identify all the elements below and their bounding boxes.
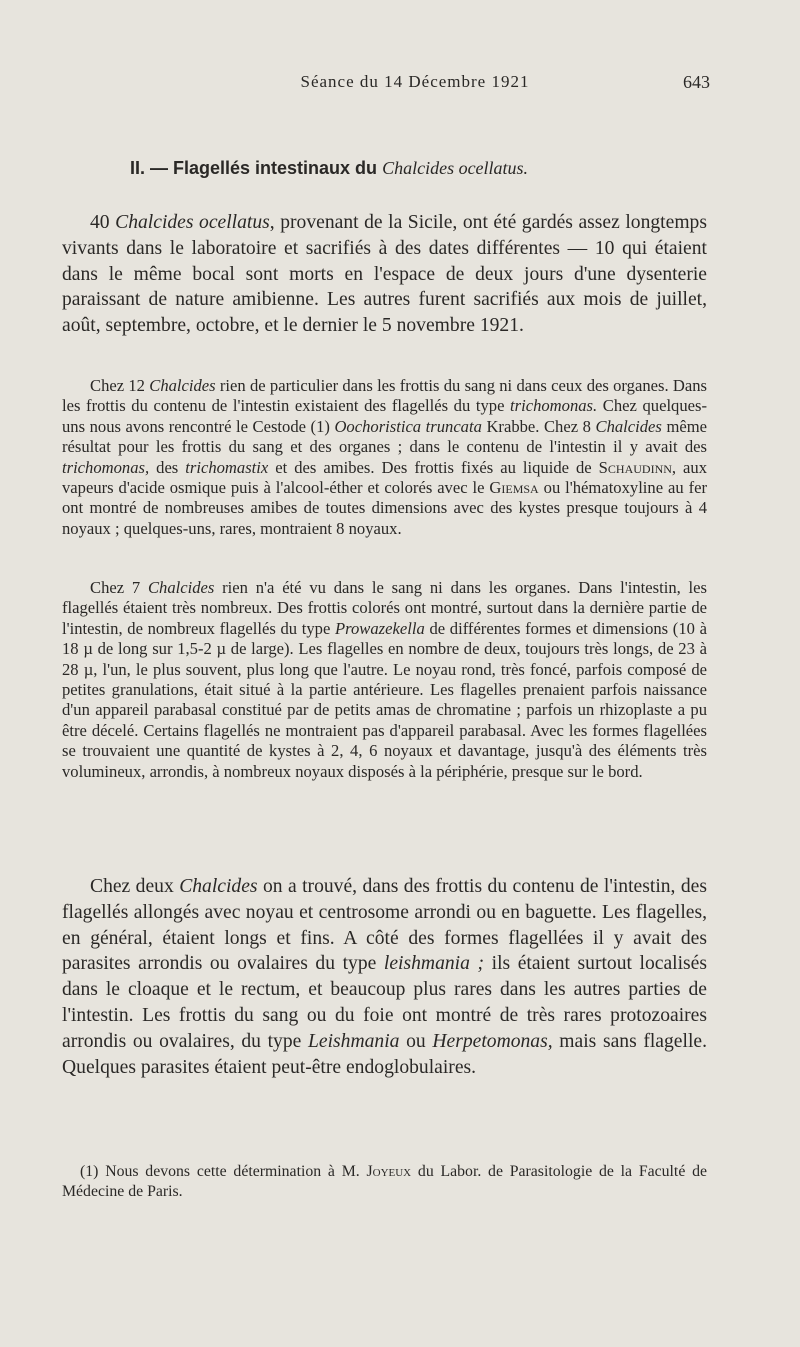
- paragraph-text: ou: [406, 1030, 426, 1052]
- paragraph-text: de différentes formes et dimensions (10 à 18 µ de long sur 1,5-2 µ de large). Les flagelles en nombre de deux, toujours très longs, de 23 à 28 µ, l'un, le plus souvent, plus long que l'autre. Le noyau rond, très foncé, parfois composé de petites granulations, était situé à la partie antérieure. Les flagelles prenaient parfois naissance d'un appareil parabasal constitué par de petits amas de chromatine ; parfois un rhizoplaste a pu être décelé. Certains flagellés ne montraient pas d'appareil parabasal. Avec les formes flagellées se trouvaient une quantité de kystes à 2, 4, 6 noyaux et davantage, jusqu'à des éléments très volumineux, arrondis, à nombreux noyaux disposés à la périphérie, presque sur le bord.: [62, 618, 707, 781]
- genus-name: Herpetomonas,: [432, 1030, 553, 1052]
- genus-name: trichomastix: [185, 457, 269, 477]
- footnote: [62, 1162, 707, 1201]
- author-name: Schaudinn: [598, 457, 672, 477]
- paragraph-text: des: [156, 457, 179, 477]
- section-title-species: Chalcides ocellatus.: [382, 158, 529, 178]
- section-title-prefix: II. — Flagellés intestinaux du: [130, 158, 378, 178]
- paragraph-4: [62, 874, 707, 1080]
- paragraph-1: [62, 210, 707, 339]
- paragraph-text: Chez 12: [90, 376, 145, 395]
- paragraph-text: , provenant de la Sicile, ont été gardés assez longtemps vivants dans le laboratoire et sacrifiés à des dates différentes — 10 qui étaient dans le même bocal sont morts en l'espace de deux jours d'une dysenterie paraissant de nature amibienne. Les autres furent sacrifiés aux mois de juillet, août, septembre, octobre, et le dernier le 5 novembre 1921.: [62, 212, 707, 337]
- paragraph-text: mais sans flagelle. Quelques parasites étaient peut-être endoglobulaires.: [62, 1030, 707, 1078]
- footnote-text: du Labor. de Parasitologie de la Faculté de Médecine de Paris.: [62, 1163, 708, 1200]
- paragraph-text: même résultat pour les frottis du sang et des organes ; dans le contenu de l'intestin il y avait des: [62, 416, 707, 457]
- author-name: Joyeux: [366, 1163, 412, 1180]
- paragraph-text: on a trouvé, dans des frottis du contenu de l'intestin, des flagellés allongés avec noyau et centrosome arrondi ou en baguette. Les flagelles, en général, étaient longs et fins. A côté des formes flagellées il y avait des parasites arrondis ou ovalaires du type: [62, 876, 707, 975]
- species-name: Chalcides: [179, 876, 258, 897]
- paragraph-text: et des amibes. Des frottis fixés au liquide de: [275, 457, 592, 477]
- paragraph-text: ou l'hématoxyline au fer ont montré de nombreuses amibes de toutes dimensions avec des kystes presque toujours à 4 noyaux ; quelques-uns, rares, montraient 8 noyaux.: [62, 478, 707, 538]
- paragraph-text: Chez deux: [90, 876, 174, 897]
- paragraph-text: , aux vapeurs d'acide osmique puis à l'alcool-éther et colorés avec le: [62, 457, 708, 498]
- paragraph-text: Chez quelques-uns nous avons rencontré le Cestode (1): [62, 396, 707, 436]
- paragraph-text: rien de particulier dans les frottis du sang ni dans ceux des organes. Dans les frottis du contenu de l'intestin existaient des flagellés du type: [62, 376, 707, 416]
- species-name: Chalcides ocellatus: [115, 212, 270, 233]
- author-name: Giemsa: [489, 478, 539, 498]
- species-name: Chalcides: [595, 416, 662, 436]
- footnote-text: (1) Nous devons cette détermination à M.: [80, 1163, 360, 1180]
- genus-name: Leishmania: [308, 1030, 400, 1052]
- paragraph-text: Chez 7: [90, 578, 141, 597]
- page-header: [120, 72, 710, 102]
- paragraph-text: ils étaient surtout localisés dans le cloaque et le rectum, et beaucoup plus rares dans les autres parties de l'intestin. Les frottis du sang ou du foie ont montré de très rares protozoaires arrondis ou ovalaires, du type: [62, 953, 708, 1052]
- specimen-count: 40: [90, 212, 110, 233]
- species-name: Chalcides: [147, 578, 215, 597]
- genus-name: trichomonas,: [62, 457, 150, 477]
- paragraph-3: [62, 578, 707, 782]
- species-name: Oochoristica truncata: [334, 416, 482, 436]
- running-head: Séance du 14 Décembre 1921: [300, 72, 530, 91]
- paragraph-text: rien n'a été vu dans le sang ni dans les organes. Dans l'intestin, les flagellés étaient très nombreux. Des frottis colorés ont montré, surtout dans la dernière partie de l'intestin, de nombreux flagellés du type: [62, 578, 707, 638]
- genus-name: leishmania ;: [383, 953, 485, 975]
- paragraph-text: Krabbe. Chez 8: [486, 416, 591, 436]
- genus-name: Prowazekella: [335, 618, 425, 638]
- species-name: Chalcides: [149, 376, 216, 395]
- section-title: [130, 158, 730, 179]
- paragraph-2: [62, 376, 707, 539]
- genus-name: trichomonas.: [510, 396, 598, 416]
- page-number: 643: [683, 72, 710, 92]
